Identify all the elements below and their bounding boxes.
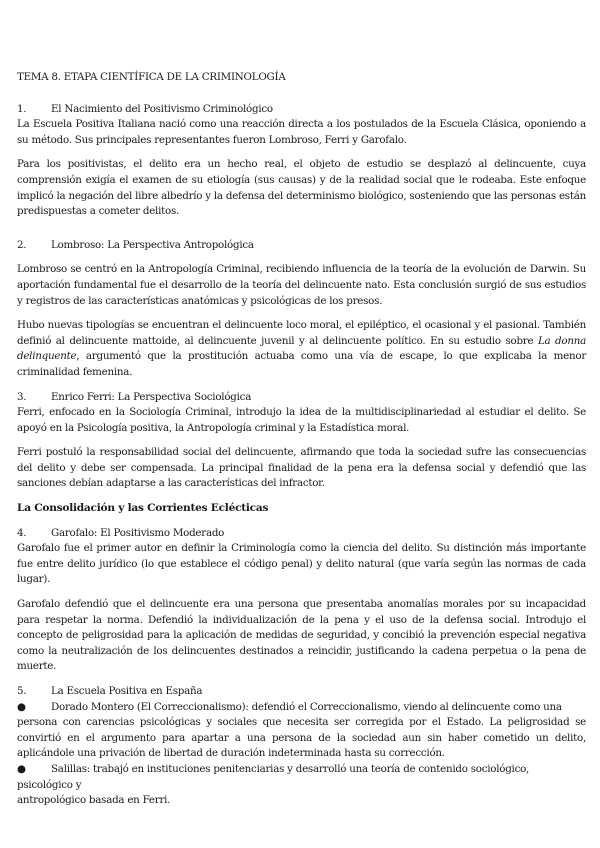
paragraph: Hubo nuevas tipologías se encuentran el delincuente loco moral, el epiléptico, el ocasional y el pasional. También definió al delincuente mattoide, al delincuente juvenil y al delincuente político. En su estudio sobre La donna delinquente, argumentó que la prostitución actuaba como una vía de escape, lo que explicaba la menor criminalidad femenina.: [17, 319, 586, 378]
section-heading-text: Garofalo: El Positivismo Moderado: [51, 526, 225, 539]
section-number: 2.: [17, 238, 27, 251]
section-3-heading: [17, 390, 586, 406]
paragraph: Para los positivistas, el delito era un hecho real, el objeto de estudio se desplazó al delincuente, cuya comprensión exigía el examen de su etiología (sus causas) y de la realidad social que le rodeaba. Este enfoque implicó la negación del libre albedrío y la defensa del determinismo biológico, sosteniendo que las personas están predispuestas a cometer delitos.: [17, 158, 586, 218]
list-item: ● Dorado Montero (El Correccionalismo): defendió el Correccionalismo, viendo al delincuente como una: [17, 700, 586, 716]
paragraph: Ferri postuló la responsabilidad social del delincuente, afirmando que toda la sociedad sufre las consecuencias del delito y debe ser compensada. La principal finalidad de la pena era la defensa social y defendió que las sanciones debían adaptarse a las características del infractor.: [17, 446, 586, 490]
section-number: 4.: [17, 526, 27, 539]
section-number: 1.: [17, 102, 27, 115]
book-title: La donna delinquente: [17, 334, 586, 363]
section-heading-text: Enrico Ferri: La Perspectiva Sociológica: [51, 390, 252, 403]
list-item-continuation: persona con carencias psicológicas y sociales que necesita ser corregida por el Estado. La peligrosidad se convirtió en el argumento para apartar a una persona de la sociedad aun sin haber cometido un delito, aplicándole una privación de libertad de duración indeterminada hasta su corrección.: [17, 716, 586, 760]
section-heading-text: Lombroso: La Perspectiva Antropológica: [51, 238, 254, 251]
section-heading-text: El Nacimiento del Positivismo Criminológico: [51, 102, 273, 115]
list-item-continuation: antropológico basada en Ferri.: [17, 794, 171, 807]
paragraph: La Escuela Positiva Italiana nació como una reacción directa a los postulados de la Escuela Clásica, oponiendo a su método. Sus principales representantes fueron Lombroso, Ferri y Garofalo.: [17, 118, 586, 146]
section-4-heading: [17, 526, 586, 542]
section-5-heading: [17, 684, 586, 700]
section-2-heading: [17, 238, 586, 254]
paragraph: Ferri, enfocado en la Sociología Criminal, introdujo la idea de la multidisciplinariedad al estudiar el delito. Se apoyó en la Psicología positiva, la Antropología criminal y la Estadística moral.: [17, 406, 586, 434]
page-title: TEMA 8. ETAPA CIENTÍFICA DE LA CRIMINOLOGÍA: [17, 71, 286, 83]
bullet-icon: ●: [17, 700, 26, 713]
subtitle: La Consolidación y las Corrientes Eclécticas: [17, 502, 269, 515]
list-item: ● Salillas: trabajó en instituciones penitenciarias y desarrolló una teoría de contenido sociológico, psicológico y: [17, 762, 530, 791]
paragraph: Garofalo defendió que el delincuente era una persona que presentaba anomalías morales por su incapacidad para respetar la norma. Defendió la individualización de la pena y el uso de la defensa social. Introdujo el concepto de peligrosidad para la aplicación de medidas de seguridad, y concibió la prevención especial negativa como la neutralización de los delincuentes destinados a reincidir, justificando la cadena perpetua o la pena de muerte.: [17, 598, 586, 673]
section-1-heading: [17, 102, 586, 118]
section-number: 5.: [17, 685, 27, 697]
section-number: 3.: [17, 390, 27, 403]
paragraph: Garofalo fue el primer autor en definir la Criminología como la ciencia del delito. Su distinción más importante fue entre delito jurídico (lo que establece el código penal) y delito natural (que varía según las normas de cada lugar).: [17, 542, 586, 586]
section-heading-text: La Escuela Positiva en España: [51, 685, 203, 697]
paragraph: Lombroso se centró en la Antropología Criminal, recibiendo influencia de la teoría de la evolución de Darwin. Su aportación fundamental fue el desarrollo de la teoría del delincuente nato. Esta conclusión surgió de sus estudios y registros de las características anatómicas y psicológicas de los presos.: [17, 263, 586, 307]
bullet-icon: ●: [17, 762, 26, 775]
